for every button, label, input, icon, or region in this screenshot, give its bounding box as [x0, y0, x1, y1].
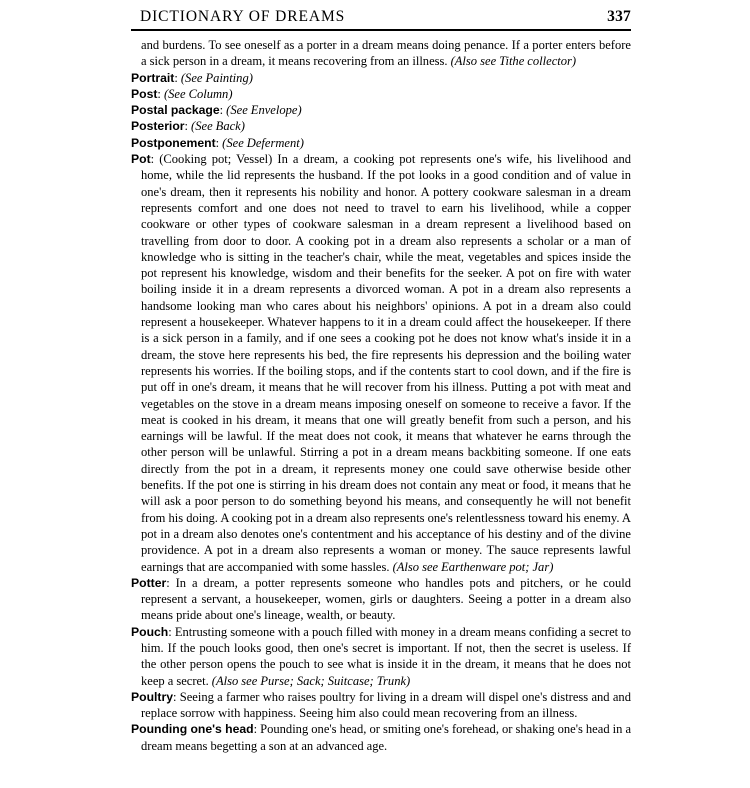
entry-body: Seeing a farmer who raises poultry for living in a dream will dispel one's distress and and replace sorrow with happiness. Seeing him also could mean recovering from an illness.	[141, 689, 631, 721]
entry-body: (Cooking pot; Vessel) In a dream, a cooking pot represents one's wife, his livelihood and home, while the lid represents the husband. If the pot looks in a good condition and of value in one's dream, then it represents his nobility and honor. A pottery cookware salesman in a dream represents comfort and one does not need to travel to earn his livelihood, while a copper cookware or other types of cookware salesman in a dream represent a livelihood based on travelling from door to door. A cooking pot in a dream also represents a scholar or a man of knowledge who is sitting in the teacher's chair, while the meat, vegetables and spices inside the pot represent his knowledge, wisdom and their benefits for the seeker. A pot on fire with water boiling inside it in a dream represents a divorced woman. A pot in a dream also represents a handsome looking man who cares about his neighbors' opinions. A pot in a dream also could represent a housekeeper. Whatever happens to it in a dream could affect the housekeeper. If there is a sick person in a family, and if one sees a cooking pot he does not know what's inside it in a dream, the stove here represents his bed, the fire represents his depression and the boiling water represents his worries. If the boiling stops, and if the contents start to cool down, and if the fire is put off in one's dream, it means that he will recover from his illness. Putting a pot with meat and vegetables on the stove in a dream means imposing oneself on someone to receive a favor. If the meat is cooked in his dream, it means that one will greatly benefit from such a person, and his earnings will be lawful. If the meat does not cook, it means that whatever he earns through the other person will be unlawful. Stirring a pot in a dream means backbiting someone. If one eats directly from the pot in a dream, it represents money one could save otherwise beside other benefits. If the pot one is stirring in his dream does not contain any meat or food, it means that he will ask a poor person to do something beyond his means, and consequently he will not benefit from his doing. A cooking pot in a dream also represents one's relentlessness toward his enemy. A pot in a dream also denotes one's contentment and his acceptance of his destiny and of the divine providence. A pot in a dream also represents a woman or money. The sauce represents lawful earnings that are accompanied with some hassles.	[141, 152, 631, 574]
entry-separator: :	[150, 152, 160, 167]
entry-headword: Post	[131, 86, 158, 101]
entry-separator: :	[172, 689, 180, 704]
dictionary-entry-pounding-ones-head	[131, 721, 631, 754]
cross-reference: (See Deferment)	[222, 135, 304, 150]
continued-paragraph-text: and burdens. To see oneself as a porter in a dream means doing penance. If a porter enters before a sick person in a dream, it means recovering from an illness.	[141, 38, 631, 69]
entry-body: In a dream, a potter represents someone who handles pots and pitchers, or he could represent a servant, a housekeeper, women, girls or daughters. Seeing a potter in a dream also means pride about one's lineage, wealth, or beauty.	[141, 575, 631, 623]
continued-paragraph	[131, 37, 631, 70]
entry-separator: :	[215, 135, 223, 150]
entry-body: Pounding one's head, or smiting one's forehead, or shaking one's head in a dream means begetting a son at an advanced age.	[141, 722, 632, 753]
entry-headword: Pot	[131, 152, 151, 167]
entry-separator: :	[253, 722, 261, 737]
entry-separator: :	[219, 103, 227, 118]
cross-reference: (See Envelope)	[226, 103, 302, 118]
cross-reference: (Also see Tithe collector)	[450, 54, 577, 69]
cross-reference: (See Painting)	[180, 70, 253, 85]
entry-headword: Potter	[131, 575, 167, 590]
dictionary-entry-postponement	[131, 135, 631, 151]
cross-reference: (See Column)	[163, 86, 233, 101]
entry-body: Entrusting someone with a pouch filled with money in a dream means confiding a secret to him. If the pouch looks good, then one's secret is important. If not, then the secret is useless. If the other person opens the pouch to see what is inside it in the dream, it means that he does not keep a secret.	[141, 624, 631, 688]
cross-reference: (Also see Earthenware pot; Jar)	[392, 559, 554, 574]
running-head-title: DICTIONARY OF DREAMS	[140, 8, 346, 25]
entry-separator: :	[168, 624, 175, 639]
entry-headword: Pouch	[131, 624, 169, 639]
entry-headword: Portrait	[131, 70, 175, 85]
dictionary-entry-pot	[131, 151, 631, 575]
entry-separator: :	[157, 86, 164, 101]
cross-reference: (See Back)	[191, 119, 245, 134]
entry-separator: :	[184, 119, 192, 134]
page-content-block	[131, 8, 631, 754]
dictionary-entry-potter	[131, 575, 631, 624]
page-number: 337	[607, 8, 631, 25]
entry-headword: Pounding one's head	[131, 722, 254, 737]
header-rule	[131, 29, 631, 31]
dictionary-entry-poultry	[131, 689, 631, 722]
dictionary-entry-pouch	[131, 624, 631, 689]
dictionary-entry-portrait	[131, 70, 631, 86]
running-head	[131, 8, 631, 28]
entry-separator: :	[166, 575, 176, 590]
entry-list	[131, 37, 631, 754]
dictionary-entry-post	[131, 86, 631, 102]
entry-headword: Postal package	[131, 103, 220, 118]
dictionary-entry-postal-package	[131, 102, 631, 118]
entry-headword: Poultry	[131, 689, 173, 704]
cross-reference: (Also see Purse; Sack; Suitcase; Trunk)	[211, 673, 411, 688]
dictionary-entry-posterior	[131, 118, 631, 134]
entry-separator: :	[174, 70, 181, 85]
entry-headword: Postponement	[131, 135, 216, 150]
entry-headword: Posterior	[131, 119, 185, 134]
